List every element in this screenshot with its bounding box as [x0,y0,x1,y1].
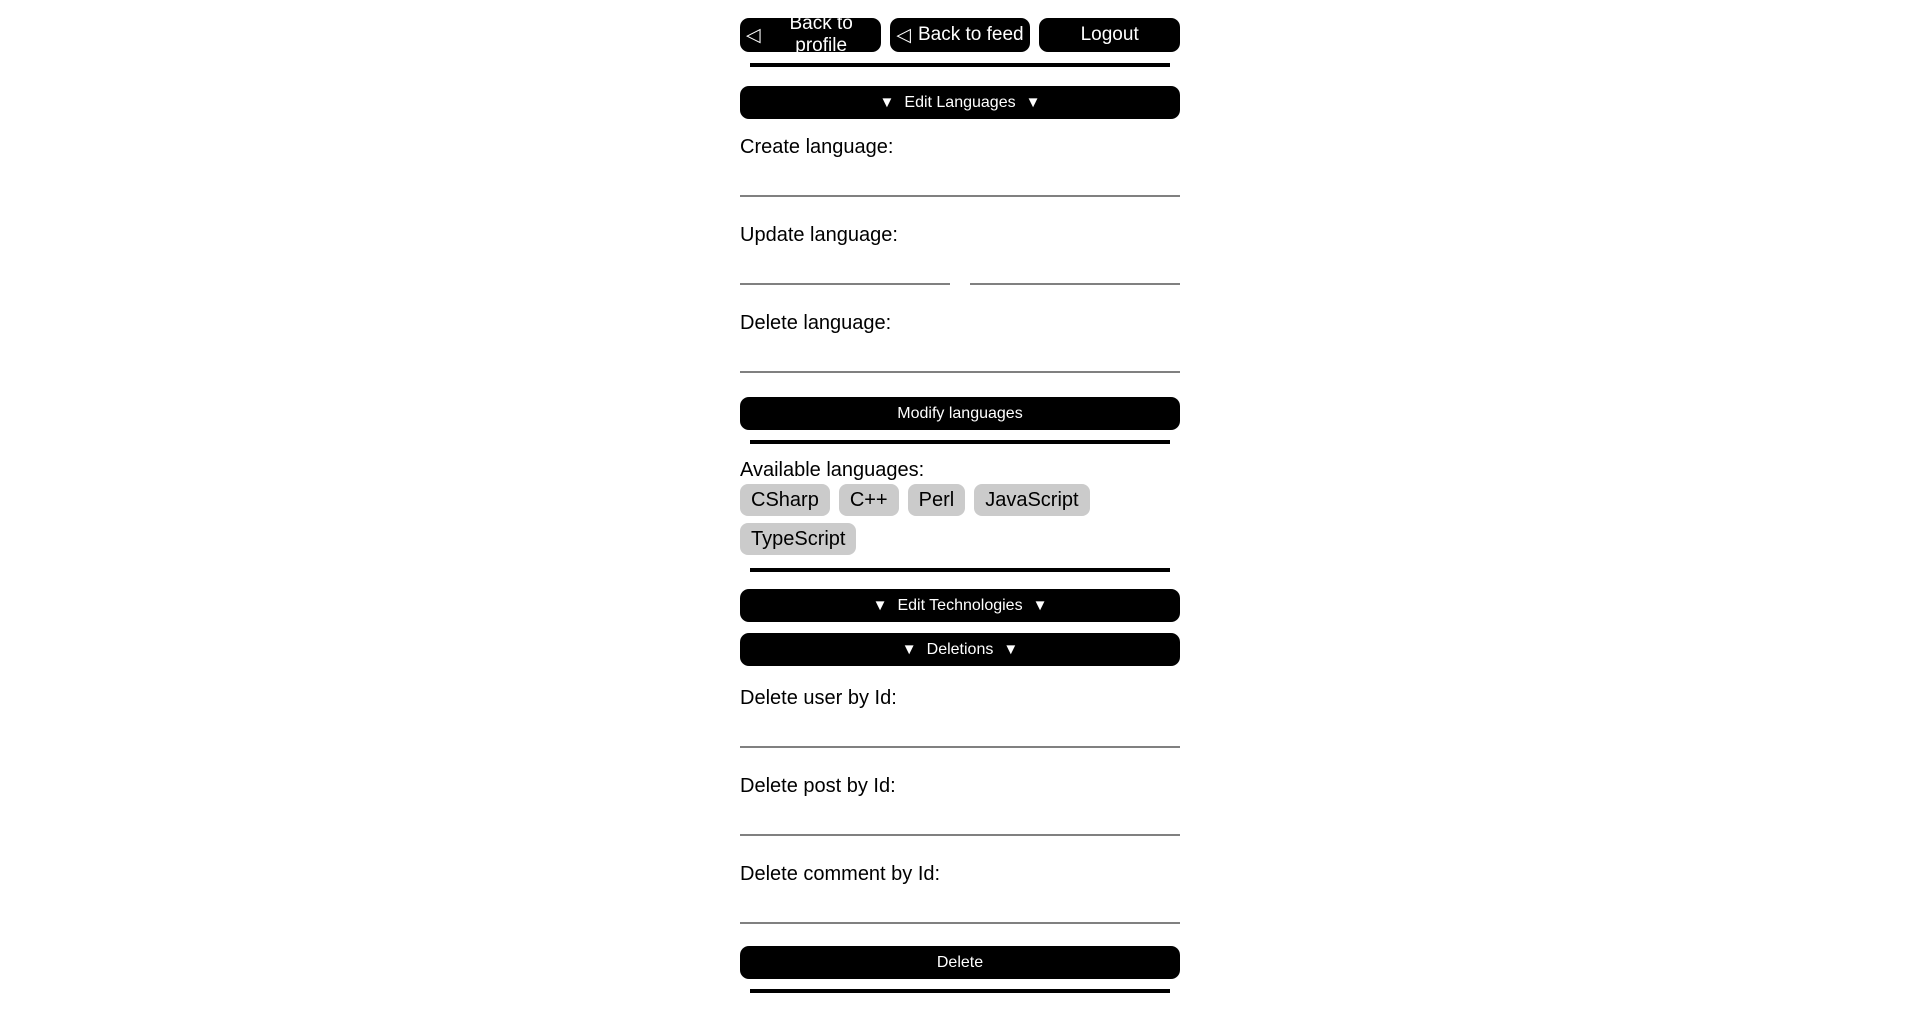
delete-language-label: Delete language: [740,312,892,334]
delete-user-id-input[interactable] [740,712,1180,748]
divider-rule [750,989,1170,993]
delete-comment-id-input[interactable] [740,888,1180,924]
triangle-down-icon: ▼ [1025,94,1041,111]
available-languages-label: Available languages: [740,459,925,481]
edit-languages-label: Edit Languages [904,93,1016,111]
update-language-new-input[interactable] [970,249,1180,285]
available-languages-list [740,484,1165,555]
update-language-inputs [740,247,1180,285]
back-to-feed-label: Back to feed [918,24,1024,45]
divider-rule [750,568,1170,572]
back-to-feed-button[interactable] [890,18,1031,52]
language-chip[interactable]: C++ [839,484,899,516]
update-language-old-input[interactable] [740,249,950,285]
triangle-down-icon: ▼ [1032,597,1048,614]
triangle-down-icon: ▼ [872,597,888,614]
deletions-toggle[interactable] [740,633,1180,666]
edit-technologies-toggle[interactable] [740,589,1180,622]
logout-button[interactable] [1039,18,1180,52]
language-chip[interactable]: JavaScript [974,484,1089,516]
triangle-down-icon: ▼ [901,641,917,658]
divider-rule [750,63,1170,67]
delete-label: Delete [936,953,984,971]
logout-label: Logout [1080,24,1139,45]
modify-languages-label: Modify languages [897,404,1023,422]
update-language-label: Update language: [740,224,898,246]
deletions-label: Deletions [926,640,994,658]
triangle-down-icon: ▼ [879,94,895,111]
top-button-row [740,13,1180,56]
delete-user-label: Delete user by Id: [740,687,897,709]
language-chip[interactable]: CSharp [740,484,830,516]
delete-comment-label: Delete comment by Id: [740,863,941,885]
edit-technologies-label: Edit Technologies [897,596,1023,614]
create-language-label: Create language: [740,136,894,158]
delete-post-id-input[interactable] [740,800,1180,836]
delete-button[interactable] [740,946,1180,979]
delete-post-label: Delete post by Id: [740,775,896,797]
back-triangle-icon: ◁ [746,24,761,46]
edit-languages-toggle[interactable] [740,86,1180,119]
delete-language-input[interactable] [740,337,1180,373]
triangle-down-icon: ▼ [1003,641,1019,658]
back-triangle-icon: ◁ [896,24,911,46]
modify-languages-button[interactable] [740,397,1180,430]
back-to-profile-label: Back to profile [789,13,853,56]
language-chip[interactable]: TypeScript [740,523,856,555]
admin-panel [740,0,1180,993]
language-chip[interactable]: Perl [908,484,966,516]
divider-rule [750,440,1170,444]
create-language-input[interactable] [740,161,1180,197]
back-to-profile-button[interactable] [740,13,881,56]
